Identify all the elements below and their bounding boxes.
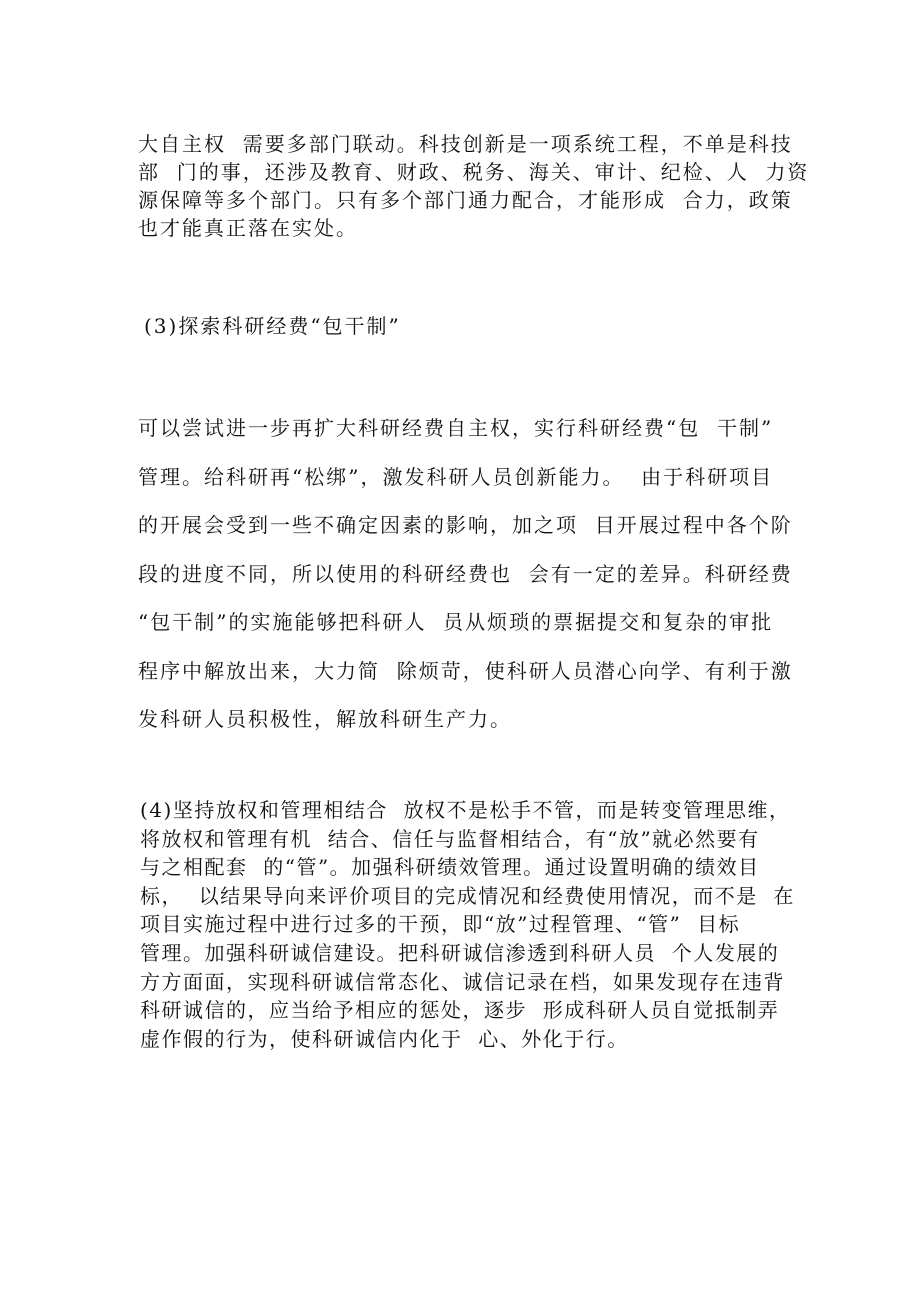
text-line: 管理。给科研再“松绑”，激发科研人员创新能力。 由于科研项目	[138, 464, 774, 489]
text-line: “包干制”的实施能够把科研人 员从烦琐的票据提交和复杂的审批	[138, 610, 774, 634]
heading-text: (3)探索科研经费“包干制”	[144, 314, 401, 338]
text-line: 科研诚信的，应当给予相应的惩处，逐步 形成科研人员自觉抵制弄	[140, 998, 780, 1023]
text-line: 发科研人员积极性，解放科研生产力。	[138, 707, 512, 731]
text-line: 项目实施过程中进行过多的干预，即“放”过程管理、“管” 目标	[140, 912, 741, 937]
text-line: 与之相配套 的“管”。加强科研绩效管理。通过设置明确的绩效目	[140, 855, 760, 880]
text-line: 程序中解放出来，大力简 除烦苛，使科研人员潜心向学、有利于激	[138, 658, 793, 683]
text-line: (4)坚持放权和管理相结合 放权不是松手不管，而是转变管理思维，	[140, 798, 791, 822]
text-line: 标， 以结果导向来评价项目的完成情况和经费使用情况，而不是 在	[140, 883, 795, 908]
text-line: 将放权和管理有机 结合、信任与监督相结合，有“放”就必然要有	[140, 826, 760, 851]
paragraph-3	[138, 404, 798, 744]
text-line: 段的进度不同，所以使用的科研经费也 会有一定的差异。科研经费	[138, 561, 793, 586]
text-line: 部 门的事，还涉及教育、财政、税务、海关、审计、纪检、人 力资	[138, 160, 810, 184]
section-heading-3	[144, 312, 804, 340]
text-line: 方方面面，实现科研诚信常态化、诚信记录在档，如果发现存在违背	[140, 969, 785, 994]
text-line: 源保障等多个部门。只有多个部门通力配合，才能形成 合力，政策	[138, 188, 793, 212]
text-line: 虚作假的行为，使科研诚信内化于 心、外化于行。	[140, 1026, 629, 1051]
text-line: 也才能真正落在实处。	[138, 216, 358, 240]
text-line: 大自主权 需要多部门联动。科技创新是一项系统工程，不单是科技	[138, 132, 793, 156]
text-line: 的开展会受到一些不确定因素的影响，加之项 目开展过程中各个阶	[138, 513, 793, 537]
text-line: 可以尝试进一步再扩大科研经费自主权，实行科研经费“包 干制”	[138, 416, 774, 440]
paragraph-1	[138, 130, 810, 242]
text-line: 管理。加强科研诚信建设。把科研诚信渗透到科研人员 个人发展的	[140, 940, 780, 965]
paragraph-4	[140, 796, 800, 1053]
